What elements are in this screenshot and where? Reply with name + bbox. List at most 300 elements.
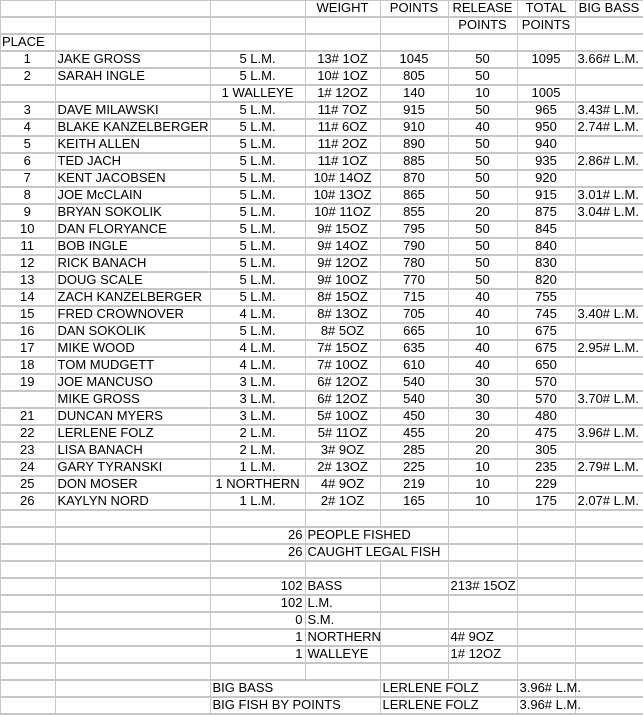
name-cell: LISA BANACH [55,442,210,459]
empty-cell [55,527,210,544]
big-bass-cell [575,68,643,85]
catch-cell: 4 L.M. [210,357,305,374]
empty-cell [55,697,210,714]
catch-cell: 1 WALLEYE [210,85,305,102]
empty-cell [55,578,210,595]
header-cell: WEIGHT [305,0,380,17]
points-cell: 285 [380,442,448,459]
name-cell: DOUG SCALE [55,272,210,289]
result-row [0,425,643,442]
empty-cell [305,510,380,527]
result-row [0,136,643,153]
place-cell: 13 [0,272,55,289]
total-points-cell: 875 [517,204,575,221]
place-cell [0,391,55,408]
header-cell [55,34,210,51]
empty-cell [0,578,55,595]
big-bass-cell: 3.70# L.M. [575,391,643,408]
result-row [0,476,643,493]
place-cell [0,85,55,102]
big-bass-cell: 3.04# L.M. [575,204,643,221]
header-cell: TOTAL [517,0,575,17]
result-row [0,255,643,272]
empty-cell [517,527,575,544]
empty-cell [517,510,575,527]
release-points-cell: 40 [448,357,517,374]
empty-cell [575,646,643,663]
empty-cell [0,527,55,544]
empty-cell [55,680,210,697]
total-points-cell: 675 [517,340,575,357]
weight-cell: 8# 13OZ [305,306,380,323]
empty-cell [575,510,643,527]
total-points-cell: 920 [517,170,575,187]
summary-row [0,595,643,612]
place-cell: 14 [0,289,55,306]
winner-value-cell: 3.96# L.M. [517,680,575,697]
empty-cell [55,561,210,578]
place-cell: 5 [0,136,55,153]
weight-cell: 9# 14OZ [305,238,380,255]
big-bass-cell: 3.96# L.M. [575,425,643,442]
total-points-cell: 1005 [517,85,575,102]
result-row [0,493,643,510]
place-cell: 21 [0,408,55,425]
catch-cell: 5 L.M. [210,170,305,187]
header-cell [210,34,305,51]
empty-cell [575,697,643,714]
empty-cell [448,544,517,561]
weight-cell: 2# 13OZ [305,459,380,476]
header-row [0,0,643,17]
count-cell: 26 [210,527,305,544]
winner-value-cell: 3.96# L.M. [517,697,575,714]
weight-cell: 10# 11OZ [305,204,380,221]
name-cell: DAVE MILAWSKI [55,102,210,119]
points-cell: 219 [380,476,448,493]
empty-cell [517,595,575,612]
name-cell: ZACH KANZELBERGER [55,289,210,306]
result-row [0,357,643,374]
name-cell: BOB INGLE [55,238,210,255]
catch-cell: 2 L.M. [210,442,305,459]
weight-cell: 5# 10OZ [305,408,380,425]
name-cell: MIKE GROSS [55,391,210,408]
empty-cell [517,561,575,578]
result-row [0,68,643,85]
empty-cell [448,527,517,544]
place-cell: 2 [0,68,55,85]
name-cell: BRYAN SOKOLIK [55,204,210,221]
empty-cell [380,629,448,646]
total-points-cell: 650 [517,357,575,374]
empty-cell [0,663,55,680]
total-points-cell: 570 [517,374,575,391]
release-points-cell: 40 [448,289,517,306]
points-cell: 610 [380,357,448,374]
name-cell [55,85,210,102]
release-points-cell: 50 [448,238,517,255]
points-cell: 780 [380,255,448,272]
total-points-cell: 845 [517,221,575,238]
summary-row [0,527,643,544]
catch-cell: 5 L.M. [210,323,305,340]
result-row [0,238,643,255]
catch-cell: 3 L.M. [210,391,305,408]
header-cell: POINTS [380,0,448,17]
catch-cell: 5 L.M. [210,51,305,68]
total-points-cell [517,68,575,85]
points-cell: 870 [380,170,448,187]
points-cell: 770 [380,272,448,289]
release-points-cell: 50 [448,187,517,204]
weight-cell: 9# 10OZ [305,272,380,289]
name-cell: DAN FLORYANCE [55,221,210,238]
catch-cell: 5 L.M. [210,272,305,289]
big-bass-cell [575,476,643,493]
big-bass-cell [575,170,643,187]
big-bass-cell [575,442,643,459]
weight-cell: 10# 14OZ [305,170,380,187]
empty-cell [55,663,210,680]
place-cell: 4 [0,119,55,136]
place-cell: 8 [0,187,55,204]
catch-cell: 5 L.M. [210,187,305,204]
points-cell: 790 [380,238,448,255]
result-row [0,51,643,68]
result-row [0,391,643,408]
total-points-cell: 915 [517,187,575,204]
big-bass-cell [575,408,643,425]
name-cell: FRED CROWNOVER [55,306,210,323]
catch-cell: 5 L.M. [210,68,305,85]
empty-cell [575,561,643,578]
points-cell: 165 [380,493,448,510]
catch-cell: 5 L.M. [210,221,305,238]
weight-cell: 6# 12OZ [305,391,380,408]
result-row [0,374,643,391]
name-cell: RICK BANACH [55,255,210,272]
weight-cell: 13# 1OZ [305,51,380,68]
release-points-cell: 50 [448,68,517,85]
catch-cell: 5 L.M. [210,289,305,306]
empty-cell [55,612,210,629]
empty-cell [448,510,517,527]
catch-cell: 5 L.M. [210,119,305,136]
points-cell: 715 [380,289,448,306]
name-cell: KEITH ALLEN [55,136,210,153]
empty-cell [380,663,448,680]
name-cell: LERLENE FOLZ [55,425,210,442]
points-cell: 855 [380,204,448,221]
big-bass-cell [575,357,643,374]
release-points-cell: 50 [448,255,517,272]
header-row [0,17,643,34]
result-row [0,153,643,170]
winner-name-cell: LERLENE FOLZ [380,697,517,714]
total-points-cell: 1095 [517,51,575,68]
place-cell: 18 [0,357,55,374]
big-bass-cell: 2.74# L.M. [575,119,643,136]
release-points-cell: 30 [448,374,517,391]
total-points-cell: 950 [517,119,575,136]
result-row [0,119,643,136]
place-cell: 15 [0,306,55,323]
big-bass-cell [575,221,643,238]
empty-cell [305,561,380,578]
name-cell: TOM MUDGETT [55,357,210,374]
result-row [0,323,643,340]
name-cell: GARY TYRANSKI [55,459,210,476]
release-points-cell: 10 [448,459,517,476]
summary-row [0,629,643,646]
header-cell [575,34,643,51]
label-cell: WALLEYE [305,646,380,663]
weight-cell: 4# 9OZ [448,629,517,646]
total-points-cell: 830 [517,255,575,272]
catch-cell: 5 L.M. [210,255,305,272]
place-cell: 7 [0,170,55,187]
weight-cell: 5# 11OZ [305,425,380,442]
total-points-cell: 305 [517,442,575,459]
label-cell: S.M. [305,612,380,629]
catch-cell: 3 L.M. [210,408,305,425]
empty-cell [448,663,517,680]
total-points-cell: 745 [517,306,575,323]
big-bass-cell [575,272,643,289]
summary-row [0,646,643,663]
empty-cell [575,544,643,561]
name-cell: JOE McCLAIN [55,187,210,204]
weight-cell: 4# 9OZ [305,476,380,493]
points-cell: 450 [380,408,448,425]
points-cell: 795 [380,221,448,238]
header-cell: POINTS [448,17,517,34]
release-points-cell: 50 [448,272,517,289]
total-points-cell: 570 [517,391,575,408]
summary-row [0,544,643,561]
name-cell: BLAKE KANZELBERGER [55,119,210,136]
total-points-cell: 935 [517,153,575,170]
empty-cell [0,510,55,527]
name-cell: DAN SOKOLIK [55,323,210,340]
place-cell: 9 [0,204,55,221]
total-points-cell: 940 [517,136,575,153]
name-cell: SARAH INGLE [55,68,210,85]
points-cell: 665 [380,323,448,340]
label-cell: NORTHERN [305,629,380,646]
empty-cell [517,544,575,561]
release-points-cell: 10 [448,493,517,510]
result-row [0,221,643,238]
empty-cell [575,680,643,697]
result-row [0,85,643,102]
empty-cell [380,561,448,578]
summary-row [0,697,643,714]
header-cell [380,34,448,51]
empty-cell [575,527,643,544]
catch-cell: 5 L.M. [210,204,305,221]
place-cell: 22 [0,425,55,442]
total-points-cell: 480 [517,408,575,425]
label-cell: BIG FISH BY POINTS [210,697,380,714]
catch-cell: 2 L.M. [210,425,305,442]
empty-cell [380,612,448,629]
header-cell [210,17,305,34]
big-bass-cell: 3.40# L.M. [575,306,643,323]
place-cell: 17 [0,340,55,357]
total-points-cell: 175 [517,493,575,510]
place-cell: 16 [0,323,55,340]
release-points-cell: 10 [448,476,517,493]
empty-cell [380,646,448,663]
empty-cell [0,646,55,663]
weight-cell: 1# 12OZ [305,85,380,102]
empty-cell [517,663,575,680]
result-row [0,187,643,204]
count-cell: 102 [210,578,305,595]
count-cell: 26 [210,544,305,561]
release-points-cell: 20 [448,442,517,459]
header-cell [380,17,448,34]
points-cell: 540 [380,374,448,391]
empty-cell [517,646,575,663]
total-points-cell: 229 [517,476,575,493]
count-cell: 0 [210,612,305,629]
catch-cell: 5 L.M. [210,238,305,255]
big-bass-cell: 3.66# L.M. [575,51,643,68]
blank-row [0,561,643,578]
release-points-cell: 30 [448,408,517,425]
weight-cell: 8# 15OZ [305,289,380,306]
points-cell: 1045 [380,51,448,68]
empty-cell [0,544,55,561]
catch-cell: 5 L.M. [210,153,305,170]
release-points-cell: 20 [448,204,517,221]
empty-cell [517,578,575,595]
name-cell: KAYLYN NORD [55,493,210,510]
place-cell: 1 [0,51,55,68]
empty-cell [210,663,305,680]
empty-cell [575,595,643,612]
empty-cell [575,578,643,595]
empty-cell [0,561,55,578]
name-cell: KENT JACOBSEN [55,170,210,187]
empty-cell [575,612,643,629]
place-cell: 26 [0,493,55,510]
release-points-cell: 40 [448,306,517,323]
header-cell [210,0,305,17]
place-cell: 23 [0,442,55,459]
release-points-cell: 10 [448,323,517,340]
total-points-cell: 475 [517,425,575,442]
release-points-cell: 50 [448,136,517,153]
empty-cell [55,544,210,561]
empty-cell [55,646,210,663]
points-cell: 225 [380,459,448,476]
empty-cell [210,561,305,578]
place-cell: 24 [0,459,55,476]
label-cell: BIG BASS [210,680,380,697]
weight-cell: 10# 1OZ [305,68,380,85]
place-cell: 12 [0,255,55,272]
header-cell: PLACE [0,34,55,51]
weight-cell: 9# 15OZ [305,221,380,238]
empty-cell [305,663,380,680]
result-row [0,170,643,187]
weight-cell: 2# 1OZ [305,493,380,510]
blank-row [0,510,643,527]
total-points-cell: 840 [517,238,575,255]
label-cell: PEOPLE FISHED [305,527,448,544]
weight-cell: 1# 12OZ [448,646,517,663]
winner-name-cell: LERLENE FOLZ [380,680,517,697]
total-points-cell: 755 [517,289,575,306]
count-cell: 1 [210,646,305,663]
empty-cell [55,595,210,612]
header-cell [0,0,55,17]
points-cell: 705 [380,306,448,323]
points-cell: 140 [380,85,448,102]
result-row [0,442,643,459]
weight-cell: 8# 5OZ [305,323,380,340]
empty-cell [517,629,575,646]
big-bass-cell [575,374,643,391]
weight-cell: 9# 12OZ [305,255,380,272]
label-cell: L.M. [305,595,380,612]
header-cell [305,17,380,34]
name-cell: DON MOSER [55,476,210,493]
summary-row [0,578,643,595]
count-cell: 102 [210,595,305,612]
name-cell: JAKE GROSS [55,51,210,68]
header-cell [517,34,575,51]
summary-row [0,612,643,629]
header-cell [55,17,210,34]
label-cell: CAUGHT LEGAL FISH [305,544,448,561]
result-row [0,306,643,323]
weight-cell: 7# 10OZ [305,357,380,374]
blank-row [0,663,643,680]
header-cell [448,34,517,51]
result-row [0,408,643,425]
weight-cell: 6# 12OZ [305,374,380,391]
result-row [0,204,643,221]
big-bass-cell [575,136,643,153]
catch-cell: 5 L.M. [210,136,305,153]
name-cell: MIKE WOOD [55,340,210,357]
total-points-cell: 965 [517,102,575,119]
count-cell: 1 [210,629,305,646]
weight-cell: 11# 2OZ [305,136,380,153]
empty-cell [380,578,448,595]
release-points-cell: 50 [448,102,517,119]
big-bass-cell [575,323,643,340]
release-points-cell: 40 [448,340,517,357]
empty-cell [55,629,210,646]
result-row [0,340,643,357]
release-points-cell: 50 [448,153,517,170]
release-points-cell: 40 [448,119,517,136]
empty-cell [0,697,55,714]
points-cell: 910 [380,119,448,136]
big-bass-cell: 2.07# L.M. [575,493,643,510]
place-cell: 10 [0,221,55,238]
header-cell [575,17,643,34]
label-cell: BASS [305,578,380,595]
empty-cell [210,510,305,527]
weight-cell: 11# 7OZ [305,102,380,119]
